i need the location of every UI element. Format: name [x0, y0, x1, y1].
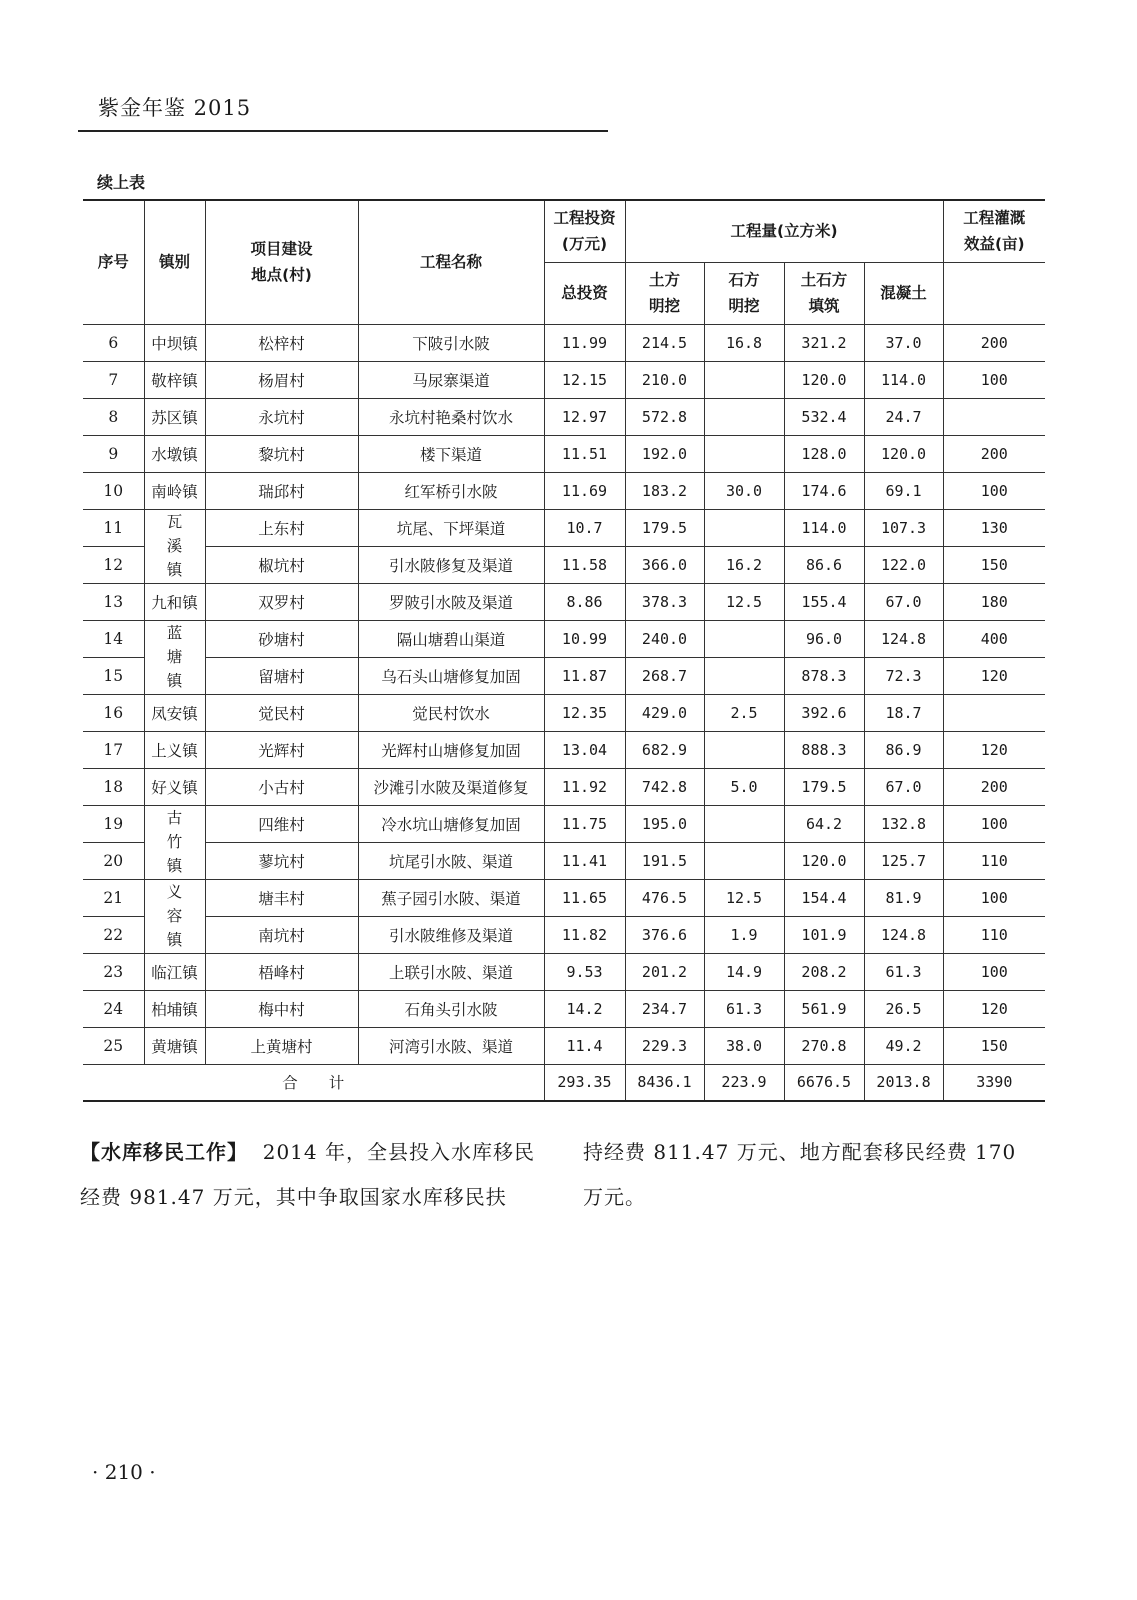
- cell-fill: 154.4: [784, 879, 864, 916]
- cell-benefit: 120: [943, 731, 1045, 768]
- cell-earth: 682.9: [625, 731, 704, 768]
- paragraph-title: 【水库移民工作】: [80, 1140, 248, 1164]
- cell-concrete: 122.0: [864, 546, 943, 583]
- page-number: · 210 ·: [92, 1460, 156, 1484]
- cell-seq: 17: [83, 731, 144, 768]
- total-earth: 8436.1: [625, 1064, 704, 1101]
- table-row: [83, 1027, 1045, 1064]
- cell-invest: 12.15: [544, 361, 625, 398]
- cell-fill: 128.0: [784, 435, 864, 472]
- cell-seq: 24: [83, 990, 144, 1027]
- cell-benefit: 110: [943, 916, 1045, 953]
- cell-project: 上联引水陂、渠道: [358, 953, 544, 990]
- paragraph-left-column: [80, 1130, 550, 1220]
- cell-village: 塘丰村: [205, 879, 358, 916]
- cell-invest: 11.65: [544, 879, 625, 916]
- cell-invest: 11.69: [544, 472, 625, 509]
- cell-benefit: 130: [943, 509, 1045, 546]
- cell-fill: 321.2: [784, 324, 864, 361]
- cell-village: 蓼坑村: [205, 842, 358, 879]
- header-total-investment: 总投资: [544, 262, 625, 324]
- cell-town: [144, 620, 205, 694]
- cell-seq: 18: [83, 768, 144, 805]
- paragraph-left-text: 2014 年，全县投入水库移民经费 981.47 万元，其中争取国家水库移民扶: [80, 1140, 535, 1209]
- cell-town: [144, 509, 205, 583]
- cell-town: 水墩镇: [144, 435, 205, 472]
- irrigation-projects-table: [83, 199, 1045, 1102]
- cell-benefit: 150: [943, 546, 1045, 583]
- cell-earth: 192.0: [625, 435, 704, 472]
- cell-benefit: 110: [943, 842, 1045, 879]
- cell-invest: 11.4: [544, 1027, 625, 1064]
- cell-earth: 191.5: [625, 842, 704, 879]
- cell-stone: [704, 435, 784, 472]
- table-row: [83, 879, 1045, 916]
- total-label: 合 计: [83, 1064, 544, 1101]
- cell-earth: 429.0: [625, 694, 704, 731]
- cell-fill: 174.6: [784, 472, 864, 509]
- cell-project: 觉民村饮水: [358, 694, 544, 731]
- cell-stone: 16.8: [704, 324, 784, 361]
- header-project: 工程名称: [358, 200, 544, 324]
- cell-project: 罗陂引水陂及渠道: [358, 583, 544, 620]
- cell-invest: 13.04: [544, 731, 625, 768]
- header-stone: [704, 262, 784, 324]
- header-earth-line1: 土方: [648, 271, 680, 289]
- cell-earth: 195.0: [625, 805, 704, 842]
- cell-concrete: 124.8: [864, 620, 943, 657]
- cell-benefit: 120: [943, 990, 1045, 1027]
- header-stone-line1: 石方: [728, 271, 760, 289]
- cell-concrete: 24.7: [864, 398, 943, 435]
- cell-village: 杨眉村: [205, 361, 358, 398]
- cell-invest: 11.87: [544, 657, 625, 694]
- cell-seq: 23: [83, 953, 144, 990]
- cell-town-vertical: 古竹镇: [166, 809, 183, 875]
- cell-benefit: 180: [943, 583, 1045, 620]
- cell-project: 蕉子园引水陂、渠道: [358, 879, 544, 916]
- cell-village: 小古村: [205, 768, 358, 805]
- cell-fill: 101.9: [784, 916, 864, 953]
- cell-earth: 476.5: [625, 879, 704, 916]
- cell-seq: 21: [83, 879, 144, 916]
- cell-concrete: 86.9: [864, 731, 943, 768]
- header-location: [205, 200, 358, 324]
- table-row: [83, 509, 1045, 546]
- cell-fill: 270.8: [784, 1027, 864, 1064]
- cell-earth: 366.0: [625, 546, 704, 583]
- header-town: 镇别: [144, 200, 205, 324]
- cell-invest: 11.51: [544, 435, 625, 472]
- cell-concrete: 18.7: [864, 694, 943, 731]
- cell-village: 觉民村: [205, 694, 358, 731]
- table-row: [83, 694, 1045, 731]
- cell-concrete: 72.3: [864, 657, 943, 694]
- header-investment-line1: 工程投资: [553, 209, 616, 228]
- cell-fill: 208.2: [784, 953, 864, 990]
- cell-seq: 7: [83, 361, 144, 398]
- cell-earth: 742.8: [625, 768, 704, 805]
- table-row: [83, 324, 1045, 361]
- cell-concrete: 81.9: [864, 879, 943, 916]
- cell-seq: 6: [83, 324, 144, 361]
- header-location-line1: 项目建设: [250, 240, 313, 259]
- total-invest: 293.35: [544, 1064, 625, 1101]
- total-stone: 223.9: [704, 1064, 784, 1101]
- header-fill-line1: 土石方: [800, 271, 848, 289]
- cell-seq: 12: [83, 546, 144, 583]
- cell-seq: 13: [83, 583, 144, 620]
- cell-invest: 14.2: [544, 990, 625, 1027]
- cell-fill: 120.0: [784, 361, 864, 398]
- cell-concrete: 107.3: [864, 509, 943, 546]
- cell-invest: 8.86: [544, 583, 625, 620]
- cell-fill: 120.0: [784, 842, 864, 879]
- cell-invest: 9.53: [544, 953, 625, 990]
- cell-town: 苏区镇: [144, 398, 205, 435]
- cell-earth: 210.0: [625, 361, 704, 398]
- table-row: [83, 657, 1045, 694]
- cell-stone: [704, 731, 784, 768]
- header-benefit: [943, 200, 1045, 262]
- cell-fill: 64.2: [784, 805, 864, 842]
- table-row: [83, 620, 1045, 657]
- cell-project: 沙滩引水陂及渠道修复: [358, 768, 544, 805]
- cell-benefit: 100: [943, 361, 1045, 398]
- cell-seq: 9: [83, 435, 144, 472]
- cell-project: 石角头引水陂: [358, 990, 544, 1027]
- cell-stone: [704, 509, 784, 546]
- cell-invest: 11.92: [544, 768, 625, 805]
- header-benefit-empty: [943, 262, 1045, 324]
- cell-earth: 179.5: [625, 509, 704, 546]
- cell-village: 梧峰村: [205, 953, 358, 990]
- cell-fill: 86.6: [784, 546, 864, 583]
- cell-concrete: 125.7: [864, 842, 943, 879]
- cell-village: 双罗村: [205, 583, 358, 620]
- cell-invest: 11.99: [544, 324, 625, 361]
- cell-project: 坑尾、下坪渠道: [358, 509, 544, 546]
- cell-fill: 532.4: [784, 398, 864, 435]
- cell-project: 冷水坑山塘修复加固: [358, 805, 544, 842]
- cell-village: 四维村: [205, 805, 358, 842]
- cell-town: 中坝镇: [144, 324, 205, 361]
- cell-stone: [704, 805, 784, 842]
- cell-stone: 2.5: [704, 694, 784, 731]
- total-fill: 6676.5: [784, 1064, 864, 1101]
- cell-benefit: 100: [943, 805, 1045, 842]
- header-benefit-line1: 工程灌溉: [963, 209, 1026, 228]
- header-fill: [784, 262, 864, 324]
- cell-town-vertical: 义容镇: [166, 883, 183, 949]
- cell-village: 南坑村: [205, 916, 358, 953]
- cell-project: 隔山塘碧山渠道: [358, 620, 544, 657]
- table-row: [83, 398, 1045, 435]
- table-row: [83, 472, 1045, 509]
- cell-stone: 30.0: [704, 472, 784, 509]
- cell-stone: [704, 620, 784, 657]
- cell-concrete: 61.3: [864, 953, 943, 990]
- cell-seq: 25: [83, 1027, 144, 1064]
- cell-town: 凤安镇: [144, 694, 205, 731]
- cell-stone: 5.0: [704, 768, 784, 805]
- cell-benefit: 200: [943, 435, 1045, 472]
- table-row: [83, 805, 1045, 842]
- cell-invest: 11.41: [544, 842, 625, 879]
- cell-invest: 11.75: [544, 805, 625, 842]
- cell-seq: 10: [83, 472, 144, 509]
- cell-village: 瑞邱村: [205, 472, 358, 509]
- header-seq: 序号: [83, 200, 144, 324]
- cell-seq: 22: [83, 916, 144, 953]
- cell-project: 永坑村艳桑村饮水: [358, 398, 544, 435]
- table-row: [83, 768, 1045, 805]
- cell-project: 马尿寨渠道: [358, 361, 544, 398]
- cell-village: 黎坑村: [205, 435, 358, 472]
- cell-benefit: 100: [943, 953, 1045, 990]
- cell-earth: 378.3: [625, 583, 704, 620]
- cell-benefit: 150: [943, 1027, 1045, 1064]
- table-row: [83, 953, 1045, 990]
- table-row: [83, 842, 1045, 879]
- cell-stone: [704, 398, 784, 435]
- header-concrete: 混凝土: [864, 262, 943, 324]
- cell-benefit: 200: [943, 768, 1045, 805]
- cell-town: 敬梓镇: [144, 361, 205, 398]
- cell-earth: 234.7: [625, 990, 704, 1027]
- cell-benefit: 100: [943, 472, 1045, 509]
- cell-project: 坑尾引水陂、渠道: [358, 842, 544, 879]
- cell-concrete: 67.0: [864, 583, 943, 620]
- cell-concrete: 69.1: [864, 472, 943, 509]
- cell-project: 红军桥引水陂: [358, 472, 544, 509]
- cell-seq: 14: [83, 620, 144, 657]
- cell-project: 下陂引水陂: [358, 324, 544, 361]
- cell-village: 光辉村: [205, 731, 358, 768]
- table-row: [83, 916, 1045, 953]
- cell-benefit: 200: [943, 324, 1045, 361]
- cell-village: 上黄塘村: [205, 1027, 358, 1064]
- cell-project: 乌石头山塘修复加固: [358, 657, 544, 694]
- cell-earth: 229.3: [625, 1027, 704, 1064]
- cell-town: 九和镇: [144, 583, 205, 620]
- cell-fill: 878.3: [784, 657, 864, 694]
- cell-earth: 572.8: [625, 398, 704, 435]
- cell-town-vertical: 瓦溪镇: [166, 513, 183, 579]
- cell-invest: 11.58: [544, 546, 625, 583]
- cell-concrete: 124.8: [864, 916, 943, 953]
- cell-earth: 376.6: [625, 916, 704, 953]
- cell-invest: 10.7: [544, 509, 625, 546]
- cell-benefit: 400: [943, 620, 1045, 657]
- cell-benefit: 100: [943, 879, 1045, 916]
- cell-concrete: 114.0: [864, 361, 943, 398]
- cell-seq: 16: [83, 694, 144, 731]
- header-rule: [78, 130, 608, 132]
- cell-village: 留塘村: [205, 657, 358, 694]
- cell-fill: 392.6: [784, 694, 864, 731]
- cell-project: 光辉村山塘修复加固: [358, 731, 544, 768]
- cell-benefit: [943, 398, 1045, 435]
- header-fill-line2: 填筑: [808, 297, 840, 315]
- cell-concrete: 26.5: [864, 990, 943, 1027]
- table-row: [83, 583, 1045, 620]
- cell-earth: 183.2: [625, 472, 704, 509]
- total-benefit: 3390: [943, 1064, 1045, 1101]
- cell-concrete: 49.2: [864, 1027, 943, 1064]
- header-investment: [544, 200, 625, 262]
- cell-project: 楼下渠道: [358, 435, 544, 472]
- cell-fill: 96.0: [784, 620, 864, 657]
- cell-seq: 11: [83, 509, 144, 546]
- cell-fill: 155.4: [784, 583, 864, 620]
- cell-invest: 11.82: [544, 916, 625, 953]
- cell-seq: 19: [83, 805, 144, 842]
- table-row: [83, 990, 1045, 1027]
- cell-village: 梅中村: [205, 990, 358, 1027]
- cell-earth: 201.2: [625, 953, 704, 990]
- header-benefit-line2: 效益(亩): [963, 235, 1025, 254]
- cell-town: 黄塘镇: [144, 1027, 205, 1064]
- cell-invest: 12.97: [544, 398, 625, 435]
- table-row: [83, 731, 1045, 768]
- header-earth-line2: 明挖: [648, 297, 680, 315]
- cell-stone: 14.9: [704, 953, 784, 990]
- header-earth: [625, 262, 704, 324]
- cell-stone: 12.5: [704, 583, 784, 620]
- cell-village: 砂塘村: [205, 620, 358, 657]
- cell-village: 松梓村: [205, 324, 358, 361]
- cell-stone: 61.3: [704, 990, 784, 1027]
- table-row: [83, 546, 1045, 583]
- cell-project: 引水陂维修及渠道: [358, 916, 544, 953]
- running-title: 紫金年鉴 2015: [98, 96, 252, 120]
- cell-town: 好义镇: [144, 768, 205, 805]
- cell-invest: 10.99: [544, 620, 625, 657]
- cell-concrete: 37.0: [864, 324, 943, 361]
- cell-stone: [704, 842, 784, 879]
- cell-fill: 561.9: [784, 990, 864, 1027]
- total-concrete: 2013.8: [864, 1064, 943, 1101]
- cell-earth: 214.5: [625, 324, 704, 361]
- paragraph-right-column: 持经费 811.47 万元、地方配套移民经费 170 万元。: [583, 1140, 1017, 1209]
- cell-fill: 179.5: [784, 768, 864, 805]
- header-quantity: 工程量(立方米): [625, 200, 943, 262]
- cell-project: 河湾引水陂、渠道: [358, 1027, 544, 1064]
- table-row: [83, 361, 1045, 398]
- total-row: [83, 1064, 1045, 1101]
- cell-village: 椒坑村: [205, 546, 358, 583]
- cell-benefit: 120: [943, 657, 1045, 694]
- cell-stone: 12.5: [704, 879, 784, 916]
- cell-earth: 240.0: [625, 620, 704, 657]
- header-investment-line2: (万元): [561, 235, 608, 254]
- cell-town: [144, 879, 205, 953]
- cell-seq: 20: [83, 842, 144, 879]
- cell-project: 引水陂修复及渠道: [358, 546, 544, 583]
- cell-town-vertical: 蓝塘镇: [166, 624, 183, 690]
- cell-seq: 8: [83, 398, 144, 435]
- cell-town: 上义镇: [144, 731, 205, 768]
- cell-town: 临江镇: [144, 953, 205, 990]
- cell-stone: 38.0: [704, 1027, 784, 1064]
- cell-concrete: 67.0: [864, 768, 943, 805]
- cell-stone: 16.2: [704, 546, 784, 583]
- table-body: [83, 324, 1045, 1101]
- cell-earth: 268.7: [625, 657, 704, 694]
- cell-fill: 114.0: [784, 509, 864, 546]
- cell-concrete: 132.8: [864, 805, 943, 842]
- table-continuation-label: 续上表: [97, 173, 146, 192]
- cell-village: 永坑村: [205, 398, 358, 435]
- cell-village: 上东村: [205, 509, 358, 546]
- cell-town: 柏埔镇: [144, 990, 205, 1027]
- header-location-line2: 地点(村): [251, 266, 312, 285]
- cell-stone: [704, 657, 784, 694]
- header-stone-line2: 明挖: [728, 297, 760, 315]
- cell-concrete: 120.0: [864, 435, 943, 472]
- cell-benefit: [943, 694, 1045, 731]
- cell-fill: 888.3: [784, 731, 864, 768]
- cell-town: 南岭镇: [144, 472, 205, 509]
- cell-stone: 1.9: [704, 916, 784, 953]
- cell-town: [144, 805, 205, 879]
- cell-invest: 12.35: [544, 694, 625, 731]
- table-row: [83, 435, 1045, 472]
- cell-stone: [704, 361, 784, 398]
- cell-seq: 15: [83, 657, 144, 694]
